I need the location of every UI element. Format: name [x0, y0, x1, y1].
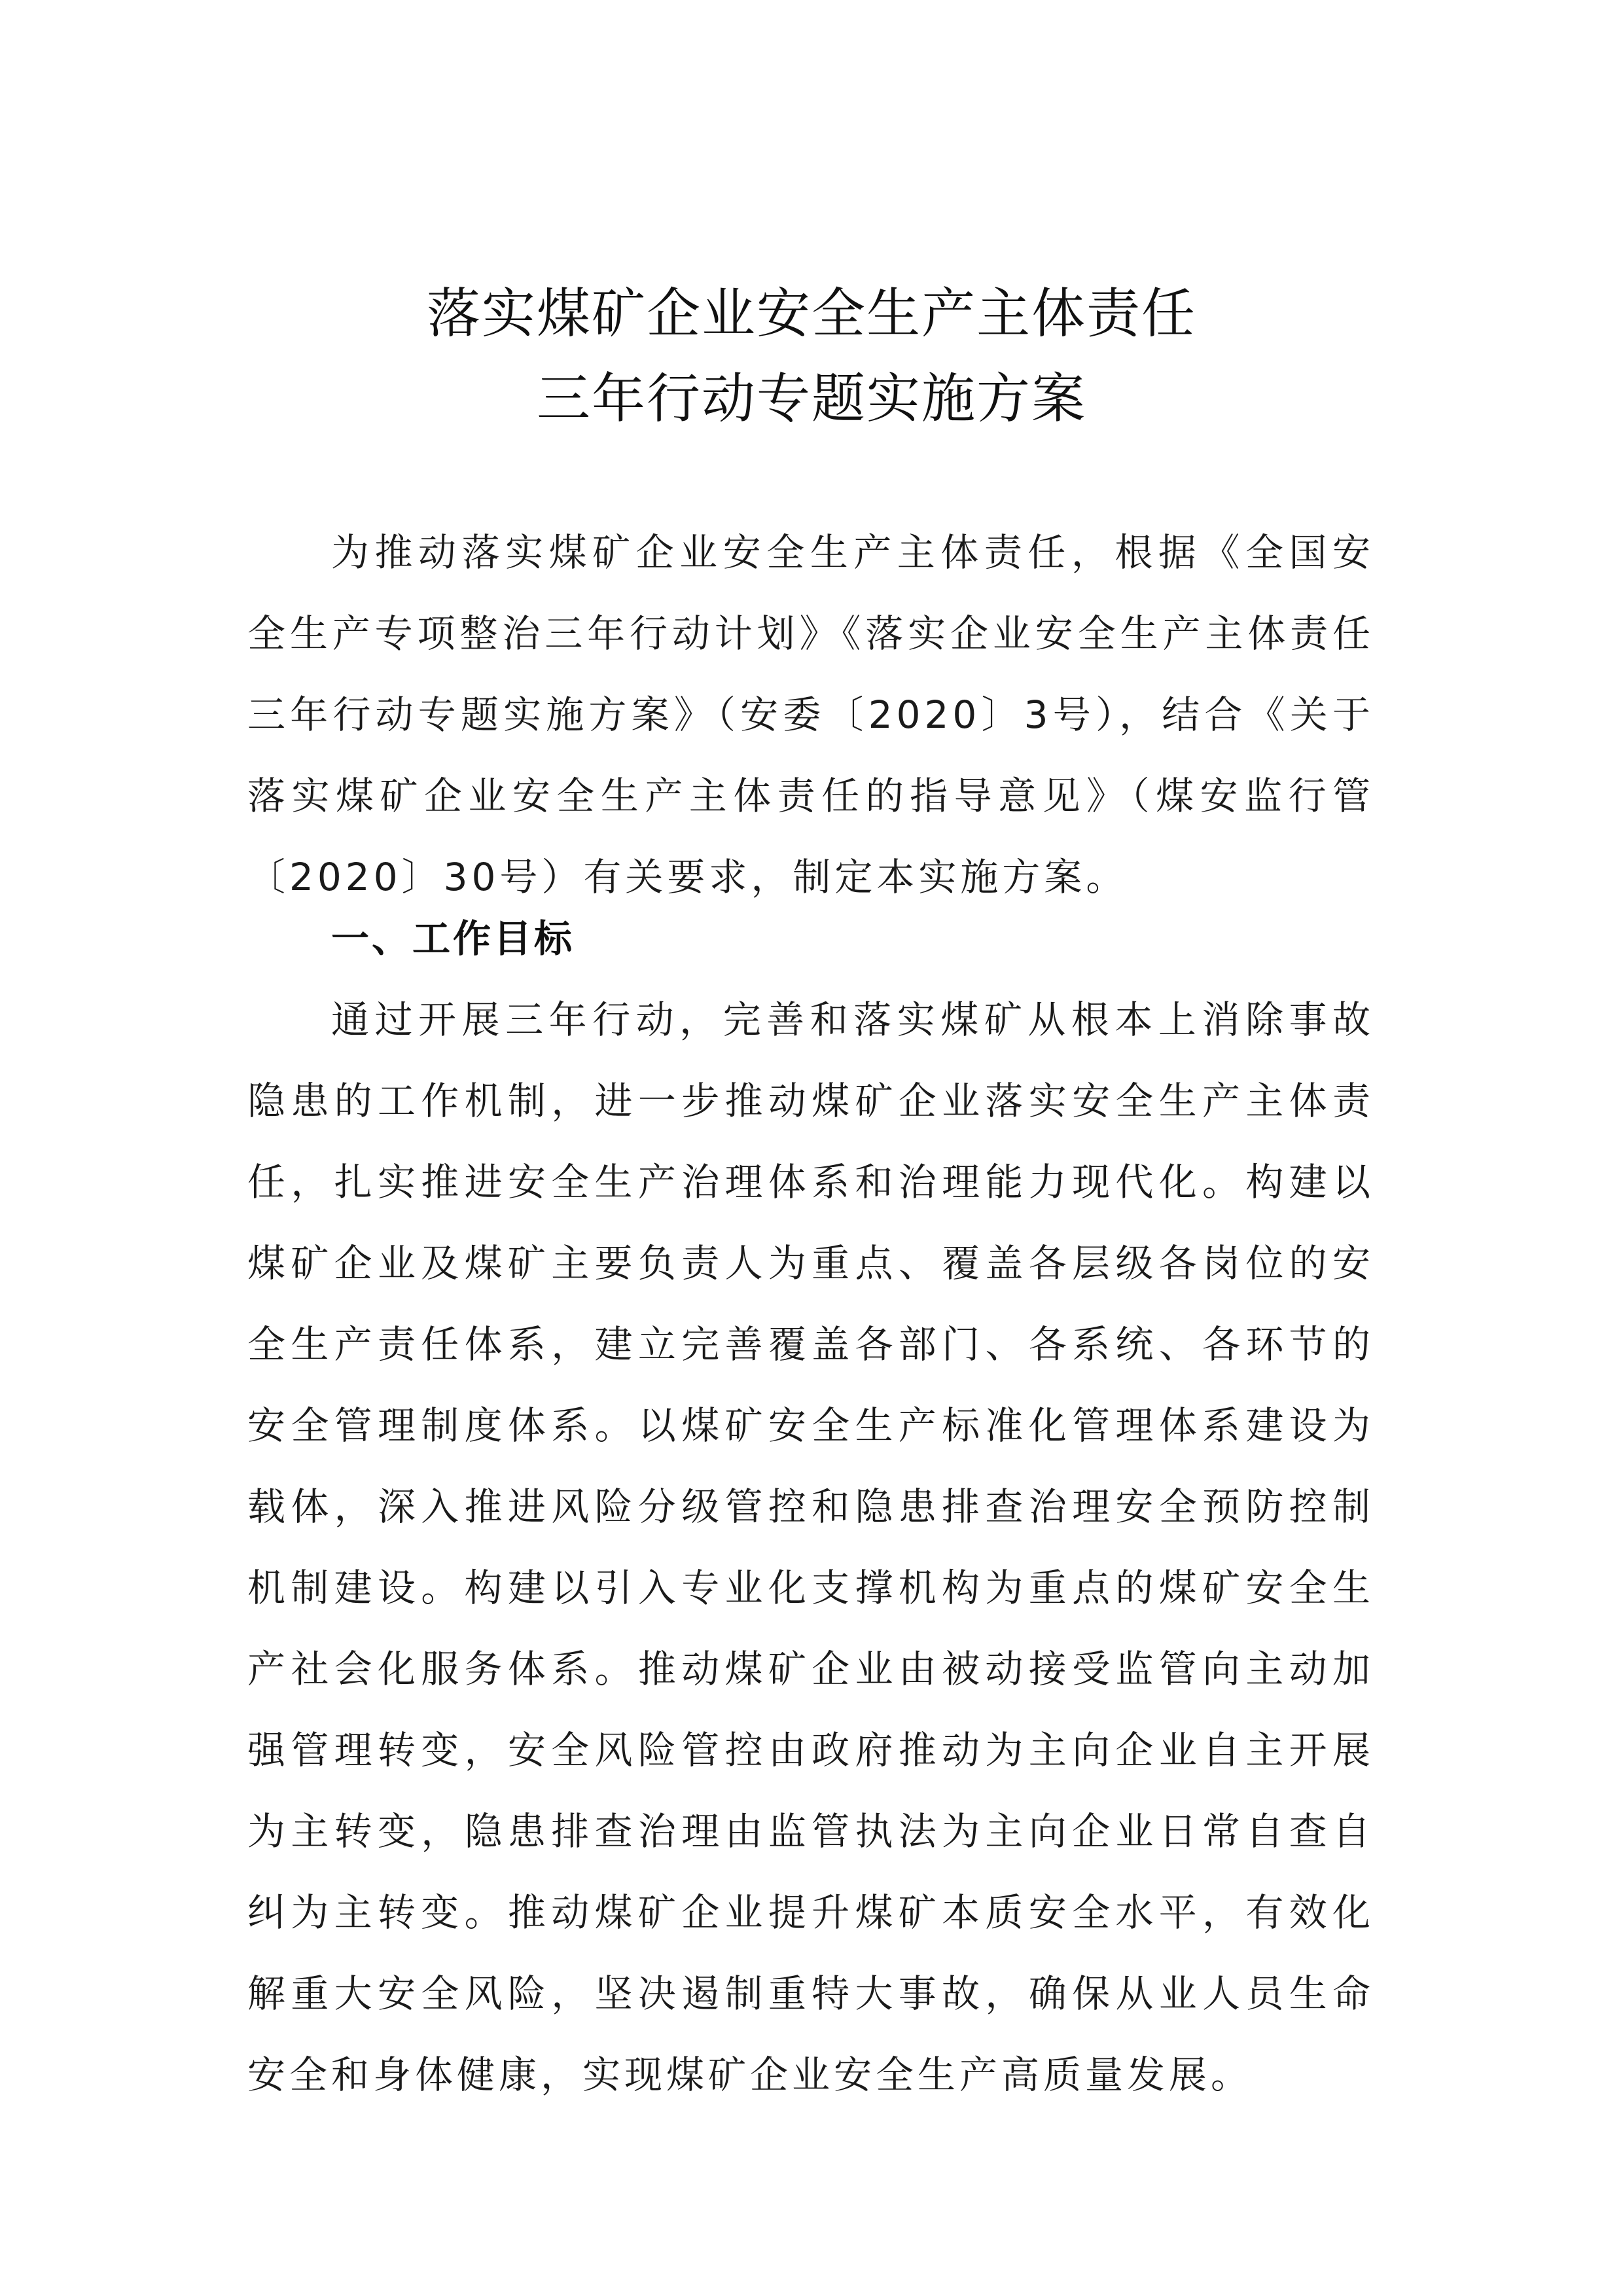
document-title-line-2: 三年行动专题实施方案 — [536, 368, 1086, 430]
document-title-line-1: 落实煤矿企业安全生产主体责任 — [426, 283, 1196, 345]
intro-paragraph: 为推动落实煤矿企业安全生产主体责任，根据《全国安全生产专项整治三年行动计划》《落实企业安全生产主体责任三年行动专题实施方案》（安委〔2020〕3号），结合《关于落实煤矿企业安全生产主体责任的指导意见》（煤安监行管〔2020〕30号）有关要求，制定本实施方案。 — [247, 530, 1374, 899]
section-heading-work-goals: 一、工作目标 — [331, 916, 575, 961]
work-goals-paragraph: 通过开展三年行动，完善和落实煤矿从根本上消除事故隐患的工作机制，进一步推动煤矿企业落实安全生产主体责任，扎实推进安全生产治理体系和治理能力现代化。构建以煤矿企业及煤矿主要负责人为重点、覆盖各层级各岗位的安全生产责任体系，建立完善覆盖各部门、各系统、各环节的安全管理制度体系。以煤矿安全生产标准化管理体系建设为载体，深入推进风险分级管控和隐患排查治理安全预防控制机制建设。构建以引入专业化支撑机构为重点的煤矿安全生产社会化服务体系。推动煤矿企业由被动接受监管向主动加强管理转变，安全风险管控由政府推动为主向企业自主开展为主转变，隐患排查治理由监管执法为主向企业日常自查自纠为主转变。推动煤矿企业提升煤矿本质安全水平，有效化解重大安全风险，坚决遏制重特大事故，确保从业人员生命安全和身体健康，实现煤矿企业安全生产高质量发展。 — [247, 997, 1374, 2097]
